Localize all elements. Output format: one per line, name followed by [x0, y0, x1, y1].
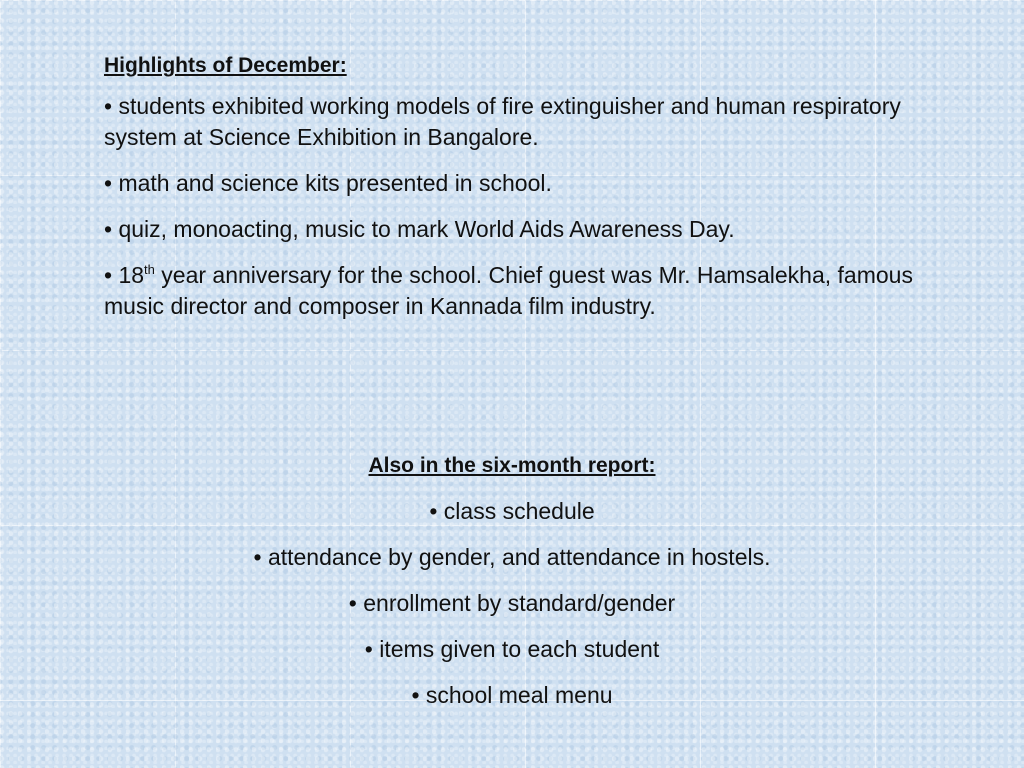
report-item-text: enrollment by standard/gender: [363, 590, 676, 616]
highlight-text: math and science kits presented in school.: [118, 170, 552, 196]
report-item-text: class schedule: [443, 498, 595, 524]
bullet-icon: •: [104, 170, 113, 196]
report-item: [0, 542, 1024, 573]
report-item-text: items given to each student: [379, 636, 660, 662]
highlight-item: [104, 214, 964, 245]
highlight-text: year anniversary for the school. Chief guest was Mr. Hamsalekha, famous music director and composer in Kannada film industry.: [104, 262, 913, 319]
highlight-item-anniversary: [104, 260, 964, 322]
report-item-text: school meal menu: [425, 682, 613, 708]
highlights-section: [104, 50, 964, 337]
anniversary-suffix: th: [144, 262, 155, 277]
report-item: [0, 588, 1024, 619]
report-item: [0, 680, 1024, 711]
bullet-icon: •: [411, 682, 420, 708]
report-section: [0, 450, 1024, 726]
report-item: [0, 634, 1024, 665]
report-item-text: attendance by gender, and attendance in hostels.: [267, 544, 771, 570]
bullet-icon: •: [104, 216, 113, 242]
bullet-icon: •: [253, 544, 262, 570]
highlight-item: [104, 91, 964, 153]
bullet-icon: •: [364, 636, 373, 662]
highlight-item: [104, 168, 964, 199]
bullet-icon: •: [348, 590, 357, 616]
highlight-text: quiz, monoacting, music to mark World Aids Awareness Day.: [118, 216, 735, 242]
highlights-heading: Highlights of December:: [104, 54, 347, 77]
highlight-text: students exhibited working models of fire extinguisher and human respiratory system at Science Exhibition in Bangalore.: [104, 93, 901, 150]
report-item: [0, 496, 1024, 527]
bullet-icon: •: [104, 262, 113, 288]
report-heading: Also in the six-month report:: [368, 454, 656, 477]
bullet-icon: •: [104, 93, 113, 119]
bullet-icon: •: [429, 498, 438, 524]
anniversary-number: 18: [118, 262, 145, 288]
